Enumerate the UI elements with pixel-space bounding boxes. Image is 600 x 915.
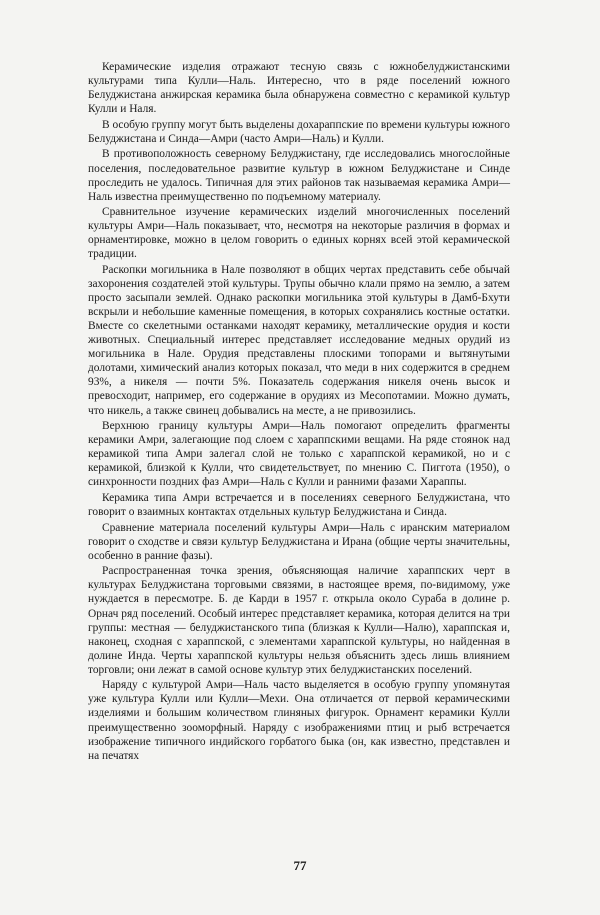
paragraph: Верхнюю границу культуры Амри—Наль помогают определить фрагменты керамики Амри, залегающие под слоем с хараппскими вещами. На ряде стоянок над керамикой типа Амри залегал слой не только с хараппской керамикой, но и с керамикой, близкой к Кулли, что свидетельствует, по мнению С. Пиггота (1950), о синхронности поздних фаз Амри—Наль с Кулли и ранними фазами Хараппы. xyxy=(88,420,510,489)
paragraph: В противоположность северному Белуджистану, где исследовались многослойные поселения, последовательное развитие культур в южном Белуджистане и Синде проследить не удалось. Типичная для этих районов так называемая керамика Амри—Наль известна преимущественно по подъемному материалу. xyxy=(88,148,510,203)
page-number: 77 xyxy=(293,858,307,873)
paragraph: Распространенная точка зрения, объясняющая наличие хараппских черт в культурах Белуджистана торговыми связями, в настоящее время, по-видимому, уже нуждается в пересмотре. Б. де Карди в 1957 г. открыла около Сураба в долине р. Орнач ряд поселений. Особый интерес представляет керамика, которая делится на три группы: местная — белуджистанского типа (близкая к Кулли—Налю), хараппская и, наконец, сходная с хараппской, с элементами хараппской культуры, но найденная в долине Инда. Черты хараппской культуры нельзя объяснить здесь лишь влиянием торговли; они лежат в самой основе культур этих белуджистанских поселений. xyxy=(88,565,510,676)
body-text xyxy=(88,60,510,764)
paragraph: В особую группу могут быть выделены дохараппские по времени культуры южного Белуджистана и Синда—Амри (часто Амри—Наль) и Кулли. xyxy=(88,118,510,145)
paragraph: Керамика типа Амри встречается и в поселениях северного Белуджистана, что говорит о взаимных контактах отдельных культур Белуджистана и Синда. xyxy=(88,491,510,519)
paragraph: Сравнительное изучение керамических изделий многочисленных поселений культуры Амри—Наль показывает, что, несмотря на некоторые различия в формах и орнаментировке, можно в целом говорить о единых корнях всей этой керамической традиции. xyxy=(88,206,510,261)
paragraph: Керамические изделия отражают тесную связь с южнобелуджистанскими культурами типа Кулли—Наль. Интересно, что в ряде поселений южного Белуджистана анжирская керамика была обнаружена совместно с керамикой культур Кулли и Наля. xyxy=(88,61,510,116)
paragraph: Раскопки могильника в Нале позволяют в общих чертах представить себе обычай захоронения создателей этой культуры. Трупы обычно клали прямо на землю, а затем просто засыпали землей. Однако раскопки могильника этой культуры в Дамб-Бхути вскрыли и небольшие каменные помещения, в которых сохранялись костные остатки. Вместе со скелетными останками находят керамику, металлические орудия и кости животных. Специальный интерес представляет исследование медных орудий из могильника в Нале. Орудия представлены плоскими топорами и вытянутыми долотами, химический анализ которых показал, что меди в них содержится в среднем 93%, а никеля — почти 5%. Показатель содержания никеля очень высок и превосходит, например, его содержание в орудиях из Месопотамии. Можно думать, что никель, а также свинец добывались на месте, а не привозились. xyxy=(88,264,510,417)
paragraph: Сравнение материала поселений культуры Амри—Наль с иранским материалом говорит о сходстве и связи культур Белуджистана и Ирана (общие черты значительны, особенно в ранние фазы). xyxy=(88,521,510,562)
paragraph: Наряду с культурой Амри—Наль часто выделяется в особую группу упомянутая уже культура Кулли или Кулли—Мехи. Она отличается от первой керамическими изделиями и большим количеством глиняных фигурок. Орнамент керамики Кулли преимущественно зооморфный. Наряду с изображениями птиц и рыб встречается изображение типичного индийского горбатого быка (он, как известно, представлен и на печатях xyxy=(88,679,510,762)
